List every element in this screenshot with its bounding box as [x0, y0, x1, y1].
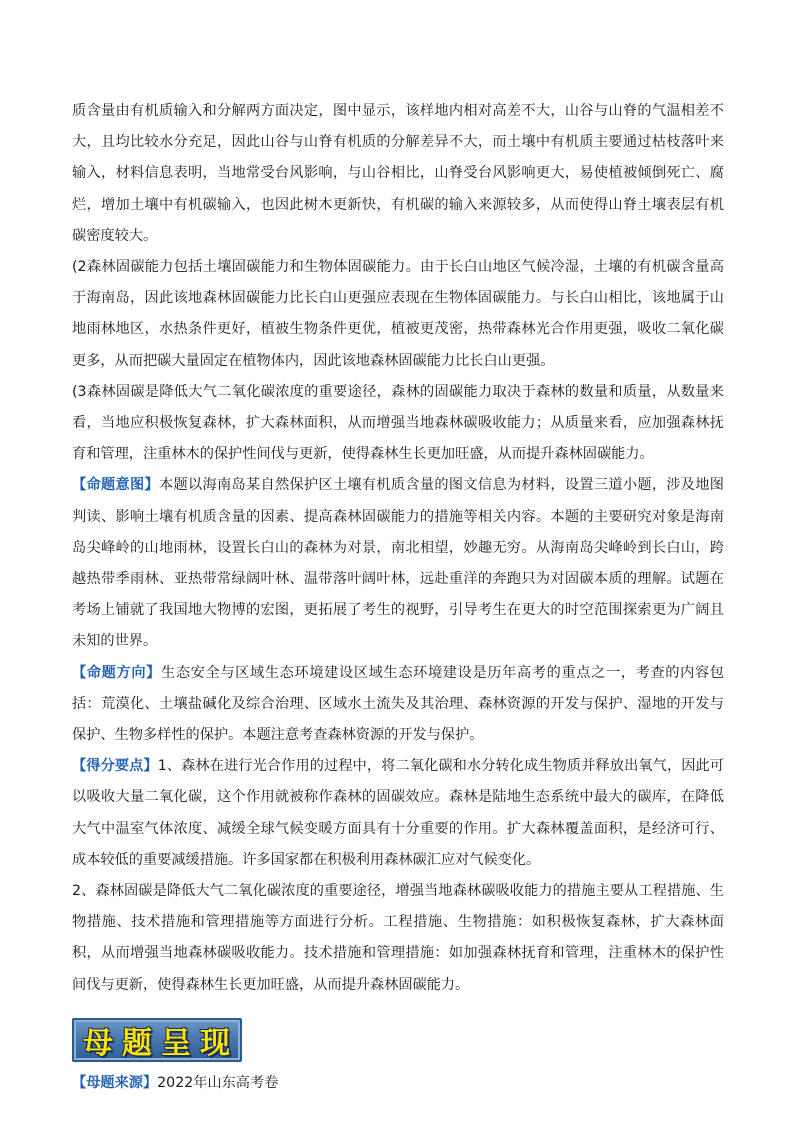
section-banner [72, 1018, 242, 1062]
banner-title: 母题呈现 [83, 1025, 239, 1061]
paragraph-points-2 [72, 876, 724, 1001]
paragraph-text: 本题以海南岛某自然保护区土壤有机质含量的图文信息为材料，设置三道小题，涉及地图判读、影响土壤有机质含量的因素、提高森林固碳能力的措施等相关内容。本题的主要研究对象是海南岛尖峰岭的山地雨林，设置长白山的森林为对景，南北相望，妙趣无穷。从海南岛尖峰岭到长白山，跨越热带季雨林、亚热带常绿阔叶林、温带落叶阔叶林，远赴重洋的奔跑只为对固碳本质的理解。试题在考场上铺就了我国地大物博的宏图，更拓展了考生的视野，引导考生在更大的时空范围探索更为广阔且未知的世界。 [72, 477, 724, 650]
paragraph-text: 1、森林在进行光合作用的过程中，将二氧化碳和水分转化成生物质并释放出氧气，因此可以吸收大量二氧化碳，这个作用就被称作森林的固碳效应。森林是陆地生态系统中最大的碳库，在降低大气中温室气体浓度、减缓全球气候变暖方面具有十分重要的作用。扩大森林覆盖面积，是经济可行、成本较低的重要减缓措施。许多国家都在积极利用森林碳汇应对气候变化。 [72, 758, 724, 868]
source-text: 2022年山东高考卷 [157, 1074, 279, 1091]
source-tag: 【母题来源】 [72, 1074, 158, 1091]
points-tag: 【得分要点】 [72, 758, 158, 775]
direction-tag: 【命题方向】 [72, 664, 161, 681]
paragraph-text: 质含量由有机质输入和分解两方面决定，图中显示，该样地内相对高差不大，山谷与山脊的气温相差不大，且均比较水分充足，因此山谷与山脊有机质的分解差异不大，而土壤中有机质主要通过枯枝落叶来输入，材料信息表明，当地常受台风影响，与山谷相比，山脊受台风影响更大，易使植被倾倒死亡、腐烂，增加土壤中有机碳输入，也因此树木更新快，有机碳的输入来源较多，从而使得山脊土壤表层有机碳密度较大。 [72, 103, 724, 244]
paragraph-text: 生态安全与区域生态环境建设区域生态环境建设是历年高考的重点之一，考查的内容包括：荒漠化、土壤盐碱化及综合治理、区域水土流失及其治理、森林资源的开发与保护、湿地的开发与保护、生物多样性的保护。本题注意考查森林资源的开发与保护。 [72, 664, 724, 744]
paragraph-text: 2、森林固碳是降低大气二氧化碳浓度的重要途径，增强当地森林碳吸收能力的措施主要从工程措施、生物措施、技术措施和管理措施等方面进行分析。工程措施、生物措施：如积极恢复森林，扩大森林面积，从而增强当地森林碳吸收能力。技术措施和管理措施：如加强森林抚育和管理，注重林木的保护性间伐与更新，使得森林生长更加旺盛，从而提升森林固碳能力。 [72, 883, 724, 993]
source-line [72, 1068, 724, 1099]
paragraph-points-1 [72, 751, 724, 876]
paragraph-intent [72, 470, 724, 657]
paragraph-intro [72, 96, 724, 252]
document-page [72, 96, 724, 1099]
paragraph-direction [72, 658, 724, 752]
paragraph-part2 [72, 252, 724, 377]
paragraph-text: (2森林固碳能力包括土壤固碳能力和生物体固碳能力。由于长白山地区气候冷湿，土壤的有机碳含量高于海南岛，因此该地森林固碳能力比长白山更强应表现在生物体固碳能力。与长白山相比，该地属于山地雨林地区，水热条件更好，植被生物条件更优，植被更茂密，热带森林光合作用更强，吸收二氧化碳更多，从而把碳大量固定在植物体内，因此该地森林固碳能力比长白山更强。 [72, 259, 724, 369]
intent-tag: 【命题意图】 [72, 477, 159, 494]
paragraph-text: (3森林固碳是降低大气二氧化碳浓度的重要途径，森林的固碳能力取决于森林的数量和质量，从数量来看，当地应积极恢复森林，扩大森林面积，从而增强当地森林碳吸收能力；从质量来看，应加强森林抚育和管理，注重林木的保护性间伐与更新，使得森林生长更加旺盛，从而提升森林固碳能力。 [72, 383, 724, 463]
paragraph-part3 [72, 377, 724, 471]
